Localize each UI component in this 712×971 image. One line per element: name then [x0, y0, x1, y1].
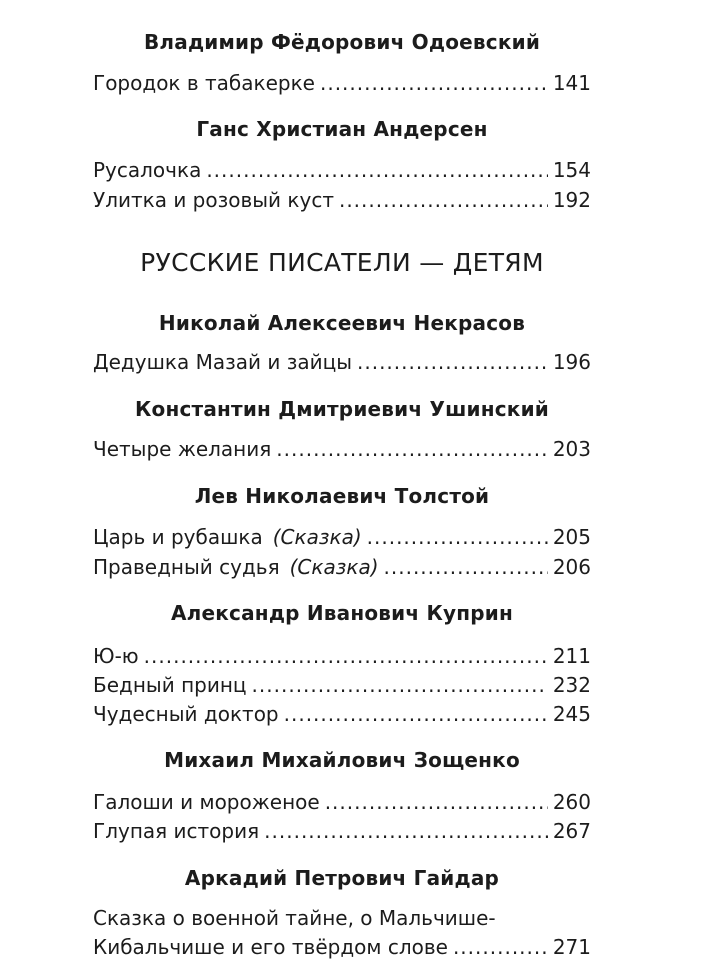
author-heading: Аркадий Петрович Гайдар	[184, 866, 500, 890]
author-heading: Михаил Михайлович Зощенко	[164, 748, 520, 772]
entry-title: Бедный принц	[93, 673, 247, 697]
toc-entry[interactable]	[93, 935, 591, 959]
page-number: 206	[552, 555, 591, 579]
dot-leader	[339, 188, 548, 212]
toc-entry[interactable]	[93, 819, 591, 843]
author-heading: Николай Алексеевич Некрасов	[158, 311, 526, 335]
entry-title: Дедушка Мазай и зайцы	[93, 350, 352, 374]
toc-entry[interactable]	[93, 350, 591, 374]
entry-title: Чудесный доктор	[93, 702, 279, 726]
dot-leader	[284, 702, 548, 726]
toc-entry[interactable]	[93, 673, 591, 697]
toc-entry[interactable]	[93, 188, 591, 212]
author-heading: Ганс Христиан Андерсен	[196, 117, 488, 141]
entry-title: Царь и рубашка	[93, 525, 263, 549]
entry-title: Городок в табакерке	[93, 71, 315, 95]
toc-entry[interactable]	[93, 702, 591, 726]
entry-note: (Сказка)	[272, 525, 362, 549]
author-heading: Лев Николаевич Толстой	[194, 484, 490, 508]
toc-entry[interactable]	[93, 525, 591, 549]
page-number: 192	[552, 188, 591, 212]
page-number: 141	[552, 71, 591, 95]
dot-leader	[206, 158, 547, 182]
entry-title: Глупая история	[93, 819, 260, 843]
page-number: 271	[552, 935, 591, 959]
entry-title: Четыре желания	[93, 437, 272, 461]
toc-entry[interactable]	[93, 644, 591, 668]
entry-title: Русалочка	[93, 158, 202, 182]
entry-title: Кибальчише и его твёрдом слове	[93, 935, 448, 959]
dot-leader	[325, 790, 548, 814]
toc-entry[interactable]	[93, 790, 591, 814]
toc-entry[interactable]	[93, 555, 591, 579]
dot-leader	[264, 819, 548, 843]
entry-title: Ю-ю	[93, 644, 139, 668]
page-number: 203	[552, 437, 591, 461]
dot-leader	[367, 525, 548, 549]
page-number: 245	[552, 702, 591, 726]
entry-title: Улитка и розовый куст	[93, 188, 334, 212]
page-number: 260	[552, 790, 591, 814]
dot-leader	[453, 935, 548, 959]
page-number: 211	[552, 644, 591, 668]
dot-leader	[276, 437, 548, 461]
entry-title-line[interactable]: Сказка о военной тайне, о Мальчише-	[93, 906, 496, 930]
dot-leader	[384, 555, 548, 579]
dot-leader	[357, 350, 548, 374]
page-number: 205	[552, 525, 591, 549]
page-number: 232	[552, 673, 591, 697]
dot-leader	[252, 673, 548, 697]
entry-note: (Сказка)	[289, 555, 379, 579]
author-heading: Александр Иванович Куприн	[170, 601, 514, 625]
page-number: 154	[552, 158, 591, 182]
toc-entry[interactable]	[93, 158, 591, 182]
entry-title: Галоши и мороженое	[93, 790, 320, 814]
dot-leader	[320, 71, 548, 95]
section-title: РУССКИЕ ПИСАТЕЛИ — ДЕТЯМ	[140, 248, 544, 277]
toc-entry[interactable]	[93, 71, 591, 95]
dot-leader	[144, 644, 548, 668]
entry-title: Праведный судья	[93, 555, 280, 579]
page-number: 196	[552, 350, 591, 374]
toc-entry[interactable]	[93, 437, 591, 461]
author-heading: Константин Дмитриевич Ушинский	[134, 397, 550, 421]
page-number: 267	[552, 819, 591, 843]
author-heading: Владимир Фёдорович Одоевский	[143, 30, 541, 54]
